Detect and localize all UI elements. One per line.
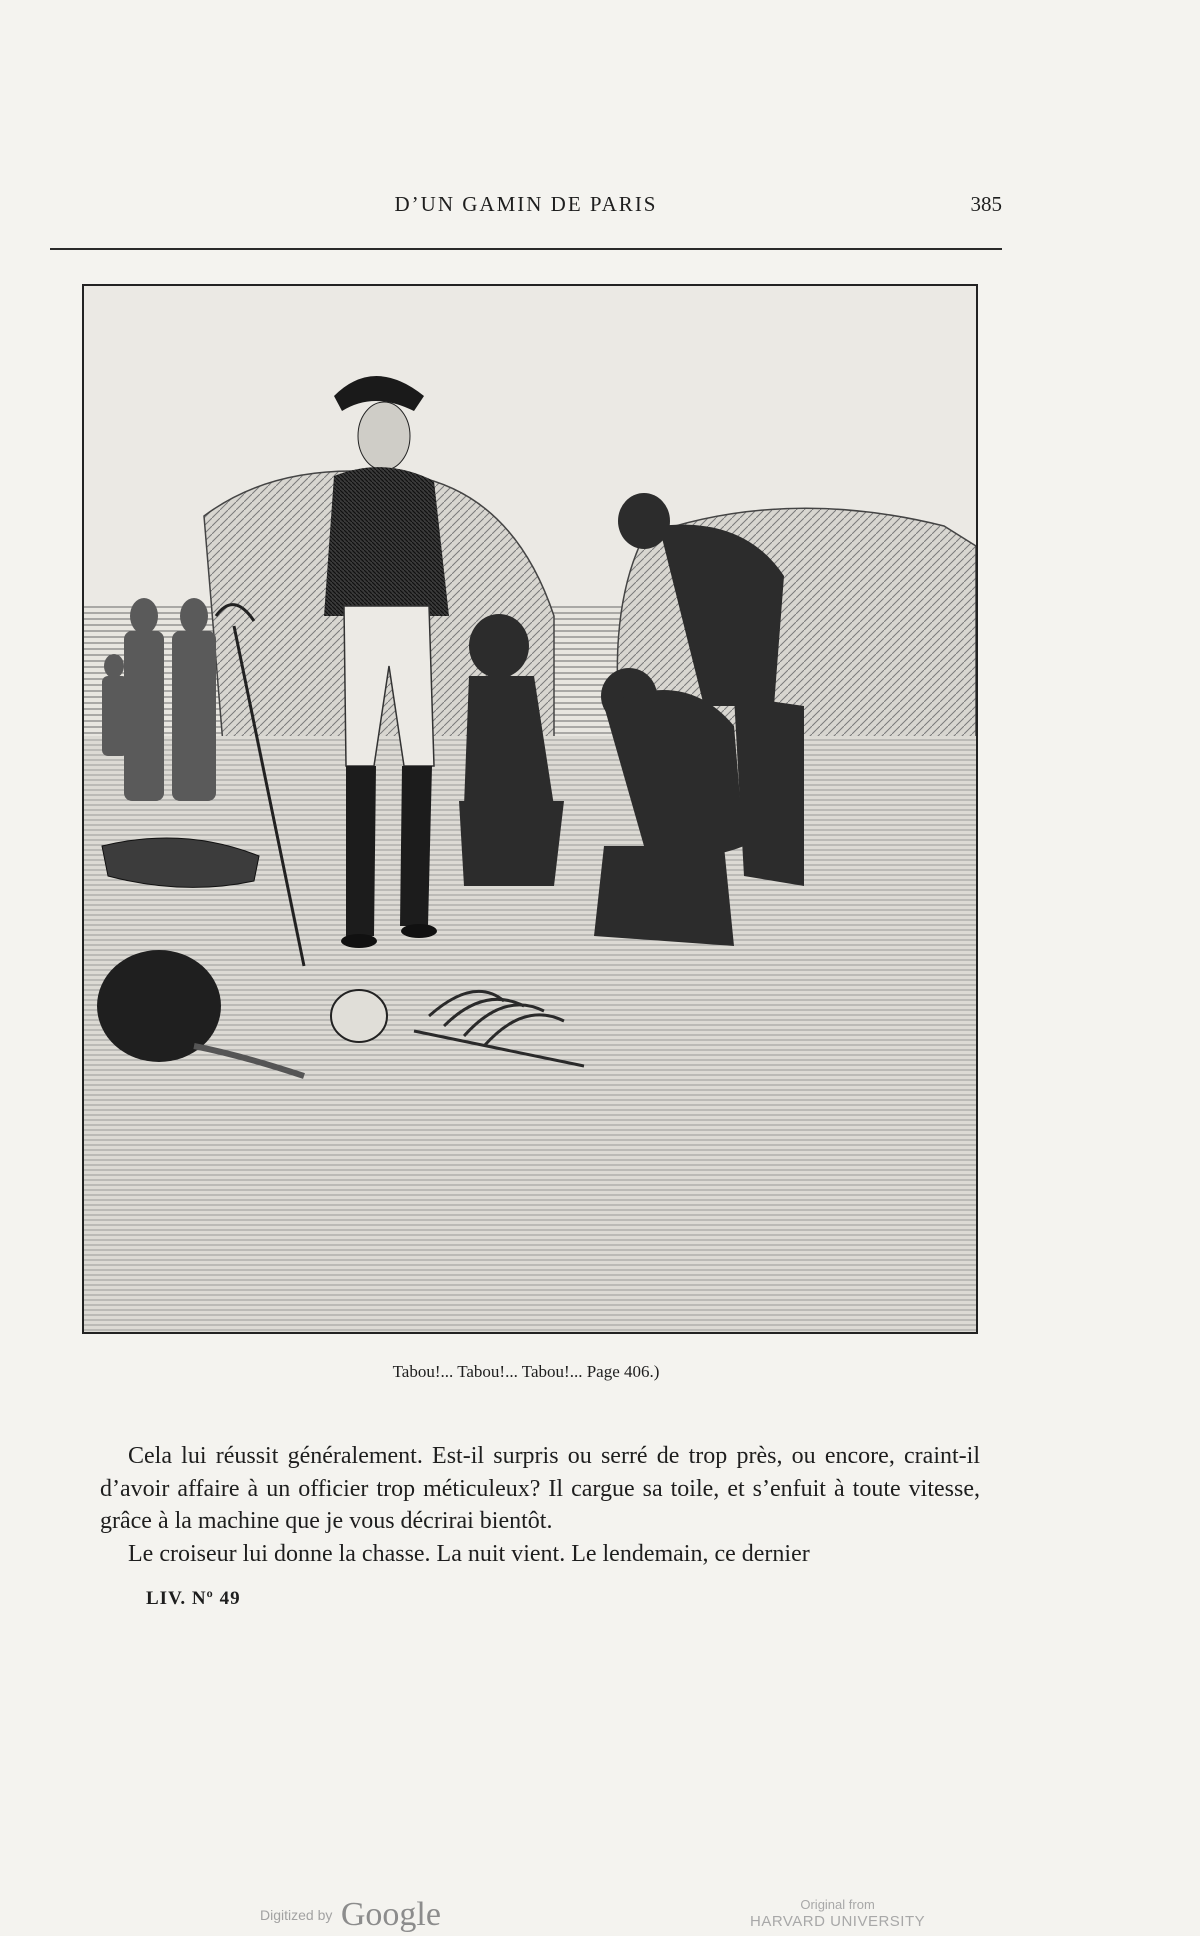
engraving-illustration <box>82 284 978 1334</box>
page-number: 385 <box>970 192 1002 216</box>
original-institution: HARVARD UNIVERSITY <box>750 1913 926 1930</box>
google-logo: Google <box>340 1896 441 1933</box>
original-from-watermark <box>750 1896 925 1936</box>
digitized-by-watermark <box>260 1896 441 1936</box>
running-head <box>50 192 1002 232</box>
skull <box>331 990 387 1042</box>
signature-mark: LIV. Nº 49 <box>146 1588 241 1609</box>
paragraph: Le croiseur lui donne la chasse. La nuit vient. Le lendemain, ce dernier <box>128 1540 810 1567</box>
paragraph: Cela lui réussit généralement. Est-il surpris ou serré de trop près, ou encore, craint-il d’avoir affaire à un officier trop méticuleux? Il cargue sa toile, et s’enfuit à toute vitesse, grâce à la machine que je vous décrirai bientôt. <box>100 1443 980 1534</box>
digitized-prefix: Digitized by <box>260 1907 333 1923</box>
original-prefix: Original from <box>800 1897 875 1912</box>
running-title: D’UN GAMIN DE PARIS <box>394 192 658 216</box>
illustration-caption: Tabou!... Tabou!... Tabou!... Page 406.) <box>392 1362 660 1381</box>
header-rule <box>50 248 1002 250</box>
engraving-artwork <box>84 286 976 1332</box>
body-text <box>100 1440 980 1570</box>
